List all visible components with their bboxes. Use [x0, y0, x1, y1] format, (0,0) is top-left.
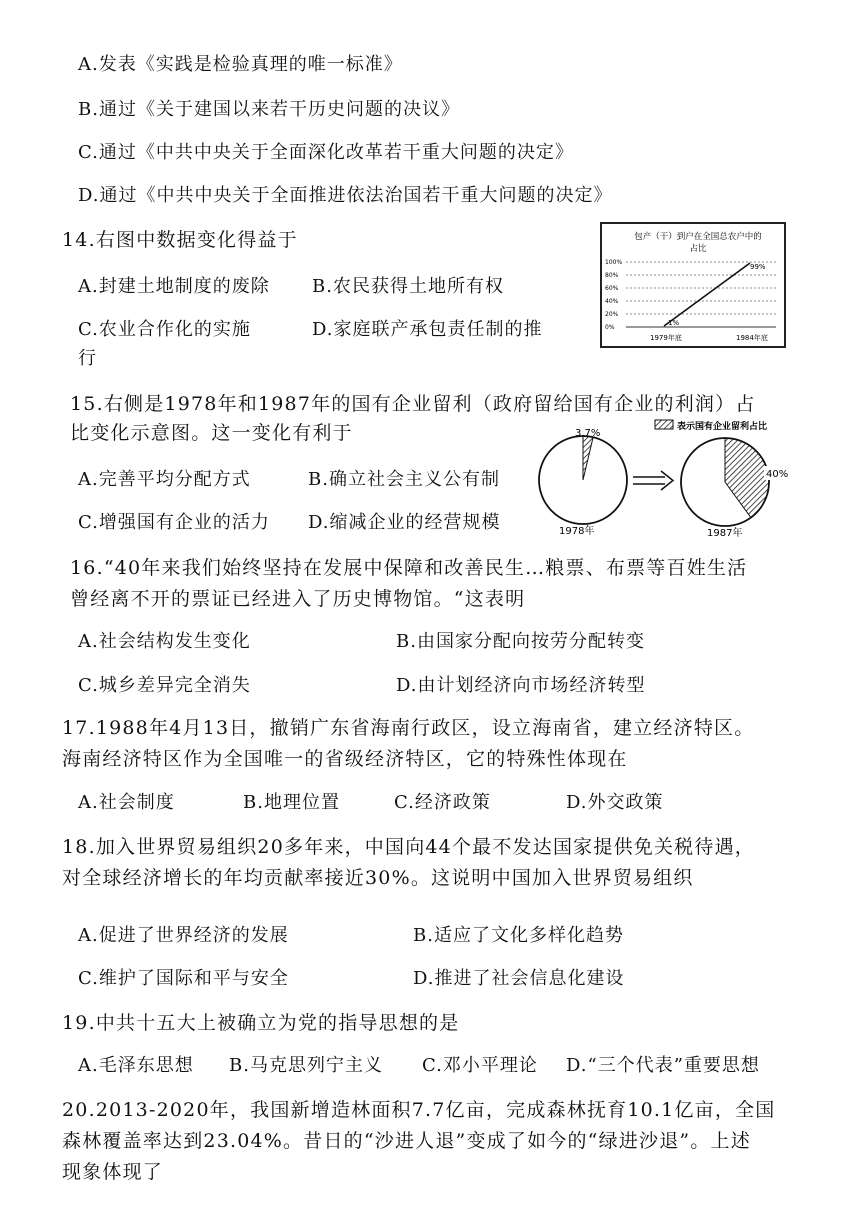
q20-stem-line2: 森林覆盖率达到23.04%。昔日的“沙进人退”变成了如今的“绿进沙退”。上述	[62, 1130, 751, 1152]
q15-pie2-year: 1987年	[707, 528, 743, 539]
q20-stem-line3: 现象体现了	[62, 1161, 164, 1183]
q15-legend-swatch	[655, 420, 673, 429]
q19-option-b: B.马克思列宁主义	[229, 1055, 383, 1076]
q15-option-c: C.增强国有企业的活力	[78, 512, 270, 533]
q14-end-label: 99%	[750, 263, 766, 271]
q14-option-c: C.农业合作化的实施	[78, 319, 251, 340]
q17-option-d: D.外交政策	[566, 792, 664, 813]
q19-stem: 19.中共十五大上被确立为党的指导思想的是	[62, 1012, 460, 1034]
q14-x-label-start: 1979年底	[650, 334, 682, 342]
q19-option-a: A.毛泽东思想	[78, 1055, 194, 1076]
q14-option-d: D.家庭联产承包责任制的推	[312, 319, 543, 340]
q17-option-c: C.经济政策	[394, 792, 491, 813]
q16-option-b: B.由国家分配向按劳分配转变	[396, 631, 645, 652]
q20-stem-line1: 20.2013-2020年，我国新增造林面积7.7亿亩，完成森林抚育10.1亿亩，全国	[62, 1099, 776, 1121]
q13-option-c: C.通过《中共中央关于全面深化改革若干重大问题的决定》	[78, 142, 574, 163]
q14-option-d-continued: 行	[78, 348, 97, 369]
q15-option-b: B.确立社会主义公有制	[308, 469, 500, 490]
q14-x-label-end: 1984年底	[736, 334, 768, 342]
q16-option-a: A.社会结构发生变化	[78, 631, 251, 652]
q15-option-d: D.缩减企业的经营规模	[308, 512, 501, 533]
q16-stem-line2: 曾经离不开的票证已经进入了历史博物馆。“这表明	[70, 588, 526, 610]
q15-pie2-label: 40%	[766, 469, 789, 480]
q14-y-tick-40: 40%	[605, 298, 619, 305]
q17-stem-line2: 海南经济特区作为全国唯一的省级经济特区，它的特殊性体现在	[62, 748, 628, 770]
q15-legend-label: 表示国有企业留利占比	[677, 422, 768, 432]
q18-stem-line2: 对全球经济增长的年均贡献率接近30%。这说明中国加入世界贸易组织	[62, 867, 694, 889]
q17-stem-line1: 17.1988年4月13日，撤销广东省海南行政区，设立海南省，建立经济特区。	[62, 717, 755, 739]
q18-option-b: B.适应了文化多样化趋势	[413, 925, 624, 946]
q15-stem-line1: 15.右侧是1978年和1987年的国有企业留利（政府留给国有企业的利润）占	[70, 393, 756, 415]
q14-line-chart	[600, 222, 786, 348]
q15-option-a: A.完善平均分配方式	[78, 469, 251, 490]
q18-stem-line1: 18.加入世界贸易组织20多年来，中国向44个最不发达国家提供免关税待遇，	[62, 836, 755, 858]
q14-chart-title-line2: 占比	[689, 244, 707, 254]
q19-option-c: C.邓小平理论	[422, 1055, 538, 1076]
q17-option-a: A.社会制度	[78, 792, 175, 813]
q18-option-a: A.促进了世界经济的发展	[78, 925, 289, 946]
q14-y-tick-20: 20%	[605, 311, 619, 318]
q15-pie-figure	[535, 416, 810, 544]
q16-option-c: C.城乡差异完全消失	[78, 675, 251, 696]
q14-y-tick-80: 80%	[605, 272, 619, 279]
q18-option-c: C.维护了国际和平与安全	[78, 968, 289, 989]
q14-option-a: A.封建土地制度的废除	[78, 276, 270, 297]
q18-option-d: D.推进了社会信息化建设	[413, 968, 625, 989]
q14-y-tick-60: 60%	[605, 285, 619, 292]
q14-y-tick-100: 100%	[605, 259, 623, 266]
q14-stem: 14.右图中数据变化得益于	[62, 229, 298, 251]
q14-chart-title-line1: 包产（干）到户在全国总农户中的	[634, 232, 762, 242]
q19-option-d: D.“三个代表”重要思想	[566, 1055, 760, 1076]
q13-option-b: B.通过《关于建国以来若干历史问题的决议》	[78, 99, 460, 120]
q15-arrow-icon	[633, 471, 673, 490]
q15-pie1-year: 1978年	[559, 526, 595, 537]
q14-y-tick-0: 0%	[605, 324, 615, 331]
q14-option-b: B.农民获得土地所有权	[312, 276, 504, 297]
q13-option-d: D.通过《中共中央关于全面推进依法治国若干重大问题的决定》	[78, 185, 613, 206]
q15-stem-line2: 比变化示意图。这一变化有利于	[70, 422, 353, 444]
q17-option-b: B.地理位置	[243, 792, 340, 813]
q16-option-d: D.由计划经济向市场经济转型	[396, 675, 646, 696]
q13-option-a: A.发表《实践是检验真理的唯一标准》	[78, 54, 403, 75]
q14-start-label: 1%	[668, 319, 680, 327]
q15-pie1-label: 3.7%	[575, 428, 601, 439]
q16-stem-line1: 16.“40年来我们始终坚持在发展中保障和改善民生…粮票、布票等百姓生活	[70, 557, 748, 579]
